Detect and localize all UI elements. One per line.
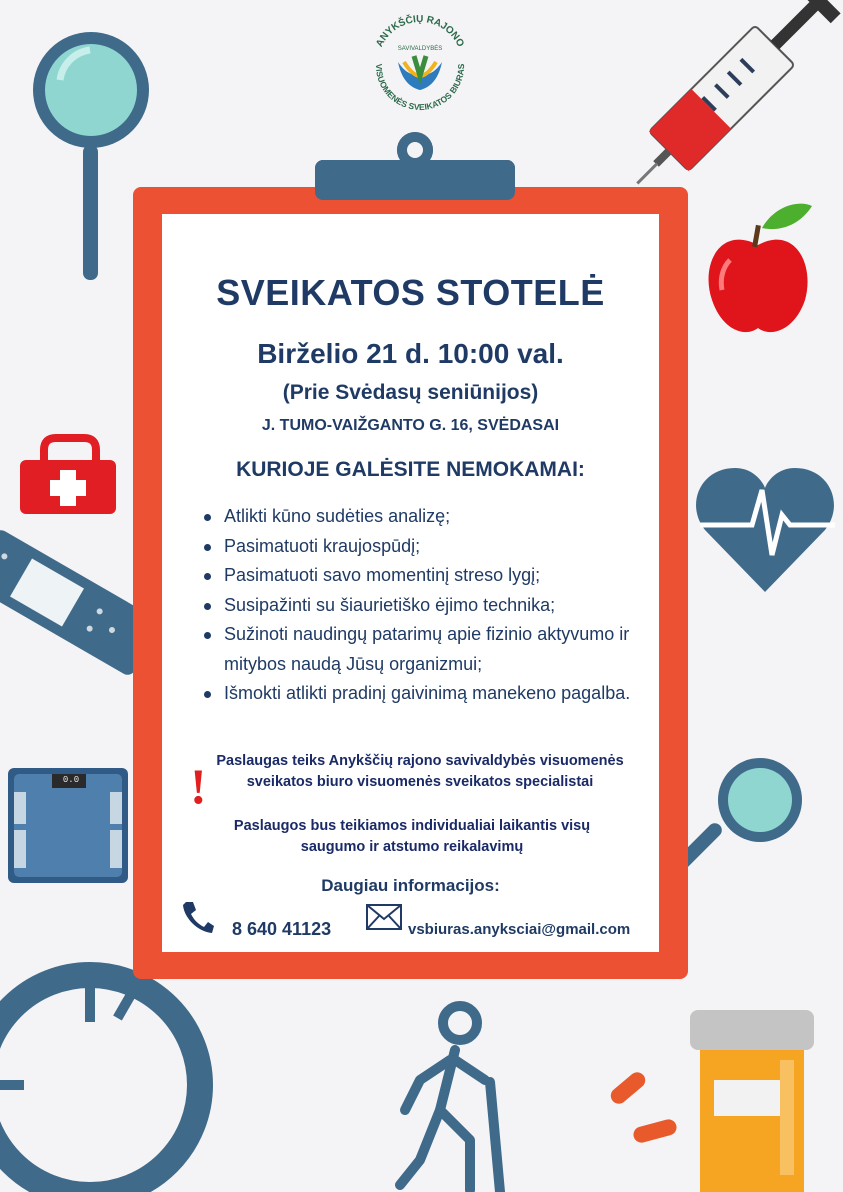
exclamation-icon: !: [190, 758, 207, 814]
list-item: Susipažinti su šiaurietiško ėjimo technika;: [200, 591, 650, 621]
event-date: Birželio 21 d. 10:00 val.: [257, 338, 564, 369]
services-list: [200, 502, 650, 709]
list-item: Išmokti atlikti pradinį gaivinimą manekeno pagalba.: [200, 679, 650, 709]
mail-icon: [366, 904, 402, 930]
event-place: (Prie Svėdasų seniūnijos): [282, 381, 539, 404]
list-item: Sužinoti naudingų patarimų apie fizinio aktyvumo ir mitybos naudą Jūsų organizmui;: [200, 620, 650, 679]
list-item: Pasimatuoti kraujospūdį;: [200, 532, 650, 562]
scale-display: 0.0: [62, 775, 80, 785]
phone-number[interactable]: 8 640 41123: [232, 919, 332, 939]
logo-emblem-icon: [368, 12, 472, 122]
note-specialists: Paslaugas teiks Anykščių rajono savivaldybės visuomenės sveikatos biuro visuomenės sveikatos specialistai: [216, 753, 624, 790]
note-safety: Paslaugos bus teikiamos individualiai laikantis visų saugumo ir atstumo reikalavimų: [233, 818, 591, 855]
pill-icon: [608, 1069, 679, 1144]
logo: [368, 12, 472, 122]
clock-icon: [0, 975, 200, 1192]
event-address: J. TUMO-VAIŽGANTO G. 16, SVĖDASAI: [261, 417, 560, 434]
logo-middle-text: SAVIVALDYBĖS: [397, 46, 443, 52]
svg-text:ANYKŠČIŲ RAJONO: [374, 13, 466, 49]
medicine-bottle-icon: [690, 1010, 814, 1192]
list-item: Atlikti kūno sudėties analizę;: [200, 502, 650, 532]
list-item: Pasimatuoti savo momentinį streso lygį;: [200, 561, 650, 591]
services-heading: KURIOJE GALĖSITE NEMOKAMAI:: [236, 458, 585, 481]
first-aid-kit-icon: [20, 438, 116, 514]
walking-person-icon: [400, 1006, 500, 1192]
page-title: SVEIKATOS STOTELĖ: [216, 272, 605, 313]
phone-icon: [180, 900, 214, 934]
logo-bottom-text: VISUOMENĖS SVEIKATOS BIURAS: [373, 63, 467, 113]
email-address[interactable]: vsbiuras.anyksciai@gmail.com: [408, 921, 631, 938]
more-info-heading: Daugiau informacijos:: [321, 876, 500, 895]
logo-top-text: ANYKŠČIŲ RAJONO: [374, 13, 466, 49]
body-scale-icon: [8, 768, 128, 883]
heart-pulse-icon: [696, 468, 835, 592]
